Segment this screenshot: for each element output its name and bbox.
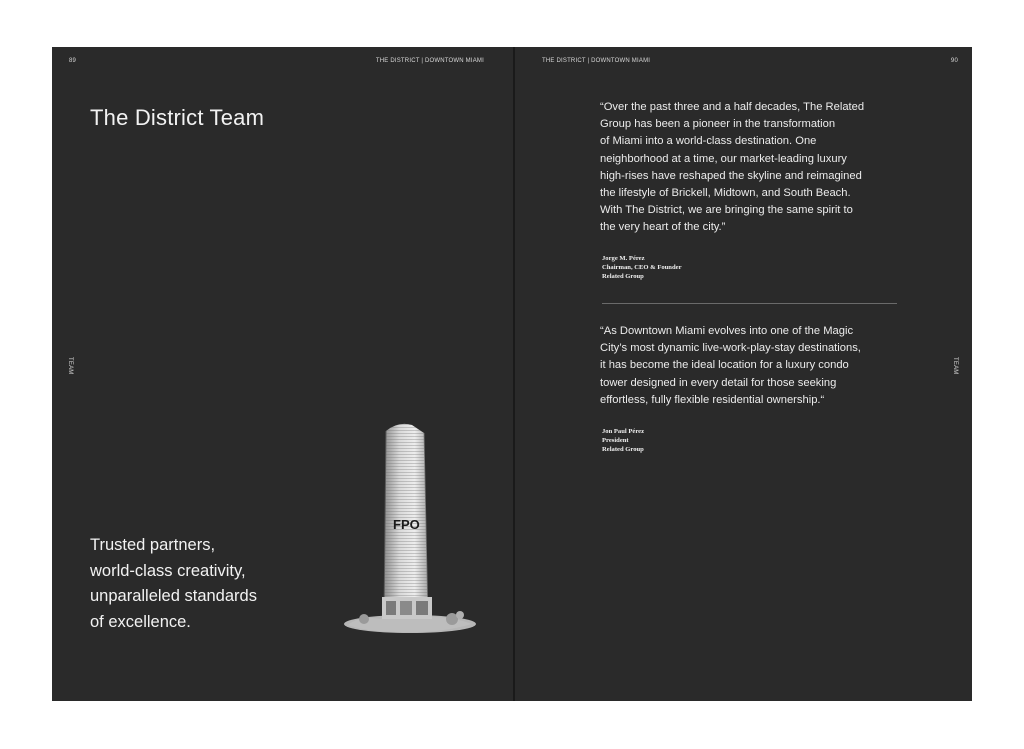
right-page-number: 90 [950,58,958,64]
quote-block [600,99,910,237]
quote-block [600,323,910,409]
quote-line: With The District, we are bringing the same spirit to [600,204,853,217]
fpo-label: FPO [393,517,420,532]
quote-line: high-rises have reshaped the skyline and reimagined [600,169,862,182]
quote-line: “As Downtown Miami evolves into one of the Magic [600,325,854,337]
left-side-tab: TEAM [67,357,73,375]
attribution [602,254,682,281]
quote-line: “Over the past three and a half decades, The Related [600,101,865,113]
quote-line: the very heart of the city.” [600,221,726,234]
quote-line: tower designed in every detail for those seeking [600,376,837,389]
quote-line: neighborhood at a time, our market-leading luxury [600,152,847,165]
tagline-line: unparalleled standards [90,587,257,605]
quote-line: effortless, fully flexible residential ownership.“ [600,393,825,406]
quote-line: it has become the ideal location for a luxury condo [600,359,849,372]
quote-line: the lifestyle of Brickell, Midtown, and South Beach. [600,187,851,200]
attribution-title: President [602,437,629,444]
page-gutter [513,47,515,701]
tagline [90,533,320,635]
quote-line: Group has been a pioneer in the transformation [600,118,836,131]
tagline-line: world-class creativity, [90,561,246,580]
left-running-head: THE DISTRICT | DOWNTOWN MIAMI [375,58,484,64]
quote-line: of Miami into a world-class destination. One [600,135,817,148]
tagline-line: Trusted partners, [90,536,216,554]
attribution-company: Related Group [602,273,644,280]
right-side-tab: TEAM [952,357,958,375]
quote-line: City’s most dynamic live-work-play-stay destinations, [600,342,861,355]
attribution-title: Chairman, CEO & Founder [602,264,682,271]
attribution [602,427,644,454]
page-title: The District Team [90,105,265,130]
divider [602,303,897,304]
attribution-name: Jorge M. Pérez [602,255,645,262]
attribution-company: Related Group [602,446,644,453]
left-page-number: 89 [69,58,77,64]
attribution-name: Jon Paul Pérez [602,428,644,435]
tagline-line: of excellence. [90,612,191,631]
magazine-spread [52,47,972,701]
tower-illustration [340,419,480,637]
right-running-head: THE DISTRICT | DOWNTOWN MIAMI [542,58,651,64]
